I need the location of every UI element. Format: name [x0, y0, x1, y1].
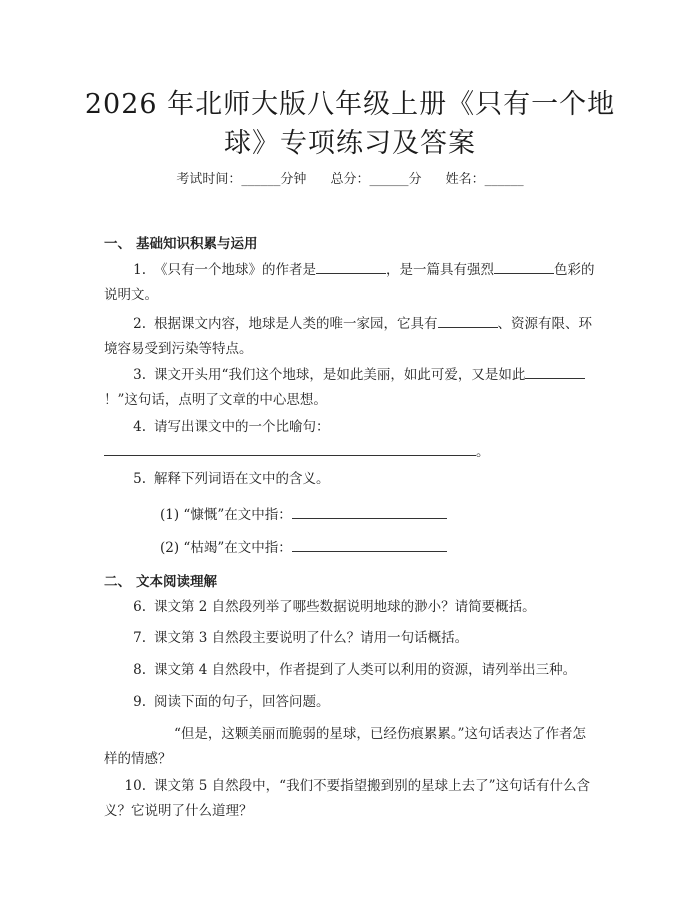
question-text: ，是一篇具有强烈	[386, 262, 494, 278]
question-text: 课文第 3 自然段主要说明了什么？请用一句话概括。	[154, 630, 469, 646]
question-number: 1.	[133, 262, 146, 278]
document-title-line-2: 球》专项练习及答案	[224, 128, 476, 159]
question-text: (2) “枯竭”在文中指：	[160, 540, 292, 556]
question-text: 、资源有限、环境容易受到污染等特点。	[104, 316, 592, 357]
question-9	[104, 690, 599, 715]
question-text: 色彩的说明文。	[104, 262, 595, 303]
section-number: 一、	[104, 236, 131, 252]
question-9-quote: “但是，这颗美丽而脆弱的星球，已经伤痕累累。”这句话表达了作者怎样的情感？	[104, 726, 587, 767]
question-5-part-1	[160, 503, 447, 523]
question-number: 7.	[133, 630, 146, 646]
answer-blank[interactable]	[525, 364, 585, 379]
answer-blank[interactable]	[494, 259, 554, 274]
question-text: 根据课文内容，地球是人类的唯一家园，它具有	[154, 316, 438, 332]
question-number: 6.	[133, 599, 146, 615]
question-text: 解释下列词语在文中的含义。	[154, 471, 330, 487]
answer-blank[interactable]	[292, 504, 447, 519]
question-5	[104, 467, 599, 492]
question-7	[104, 626, 599, 651]
question-number: 9.	[133, 694, 146, 710]
question-text: 。	[476, 444, 490, 460]
question-text: 课文第 5 自然段中，“我们不要指望搬到别的星球上去了”这句话有什么含义？它说明了什么道理？	[104, 778, 590, 819]
question-number: 8.	[133, 662, 146, 678]
question-6	[104, 595, 599, 620]
question-text: 阅读下面的句子，回答问题。	[154, 694, 330, 710]
question-number: 10.	[124, 778, 146, 794]
question-8	[104, 658, 599, 683]
answer-blank[interactable]	[438, 313, 498, 328]
question-number: 5.	[133, 471, 146, 487]
question-text: (1) “慷慨”在文中指：	[160, 507, 292, 523]
question-number: 2.	[133, 316, 146, 332]
question-5-part-2	[160, 536, 447, 556]
question-text: 课文第 4 自然段中，作者提到了人类可以利用的资源，请列举出三种。	[154, 662, 577, 678]
answer-blank[interactable]	[292, 537, 447, 552]
question-4	[104, 415, 599, 465]
section-heading-2	[104, 570, 217, 590]
section-number: 二、	[104, 574, 131, 590]
question-text: 《只有一个地球》的作者是	[154, 262, 316, 278]
answer-blank[interactable]	[104, 441, 476, 456]
question-10	[104, 774, 599, 824]
section-heading-1	[104, 232, 258, 252]
question-text: 课文第 2 自然段列举了哪些数据说明地球的渺小？请简要概括。	[154, 599, 536, 615]
question-number: 4.	[133, 419, 146, 435]
exam-time: 考试时间：______分钟	[176, 172, 307, 187]
section-title: 基础知识积累与运用	[136, 236, 258, 252]
total-score: 总分：______分	[330, 172, 422, 187]
document-title-line-1: 2026 年北师大版八年级上册《只有一个地	[84, 89, 616, 120]
answer-blank[interactable]	[316, 259, 386, 274]
question-number: 3.	[133, 367, 146, 383]
section-title: 文本阅读理解	[136, 574, 217, 590]
question-2	[104, 312, 599, 362]
question-3	[104, 363, 599, 413]
exam-info	[0, 168, 700, 187]
question-text: ！”这句话，点明了文章的中心思想。	[104, 392, 327, 408]
question-text: 请写出课文中的一个比喻句：	[154, 419, 330, 435]
question-text: 课文开头用“我们这个地球，是如此美丽，如此可爱，又是如此	[154, 367, 526, 383]
question-1	[104, 258, 599, 308]
student-name: 姓名：______	[445, 172, 524, 187]
